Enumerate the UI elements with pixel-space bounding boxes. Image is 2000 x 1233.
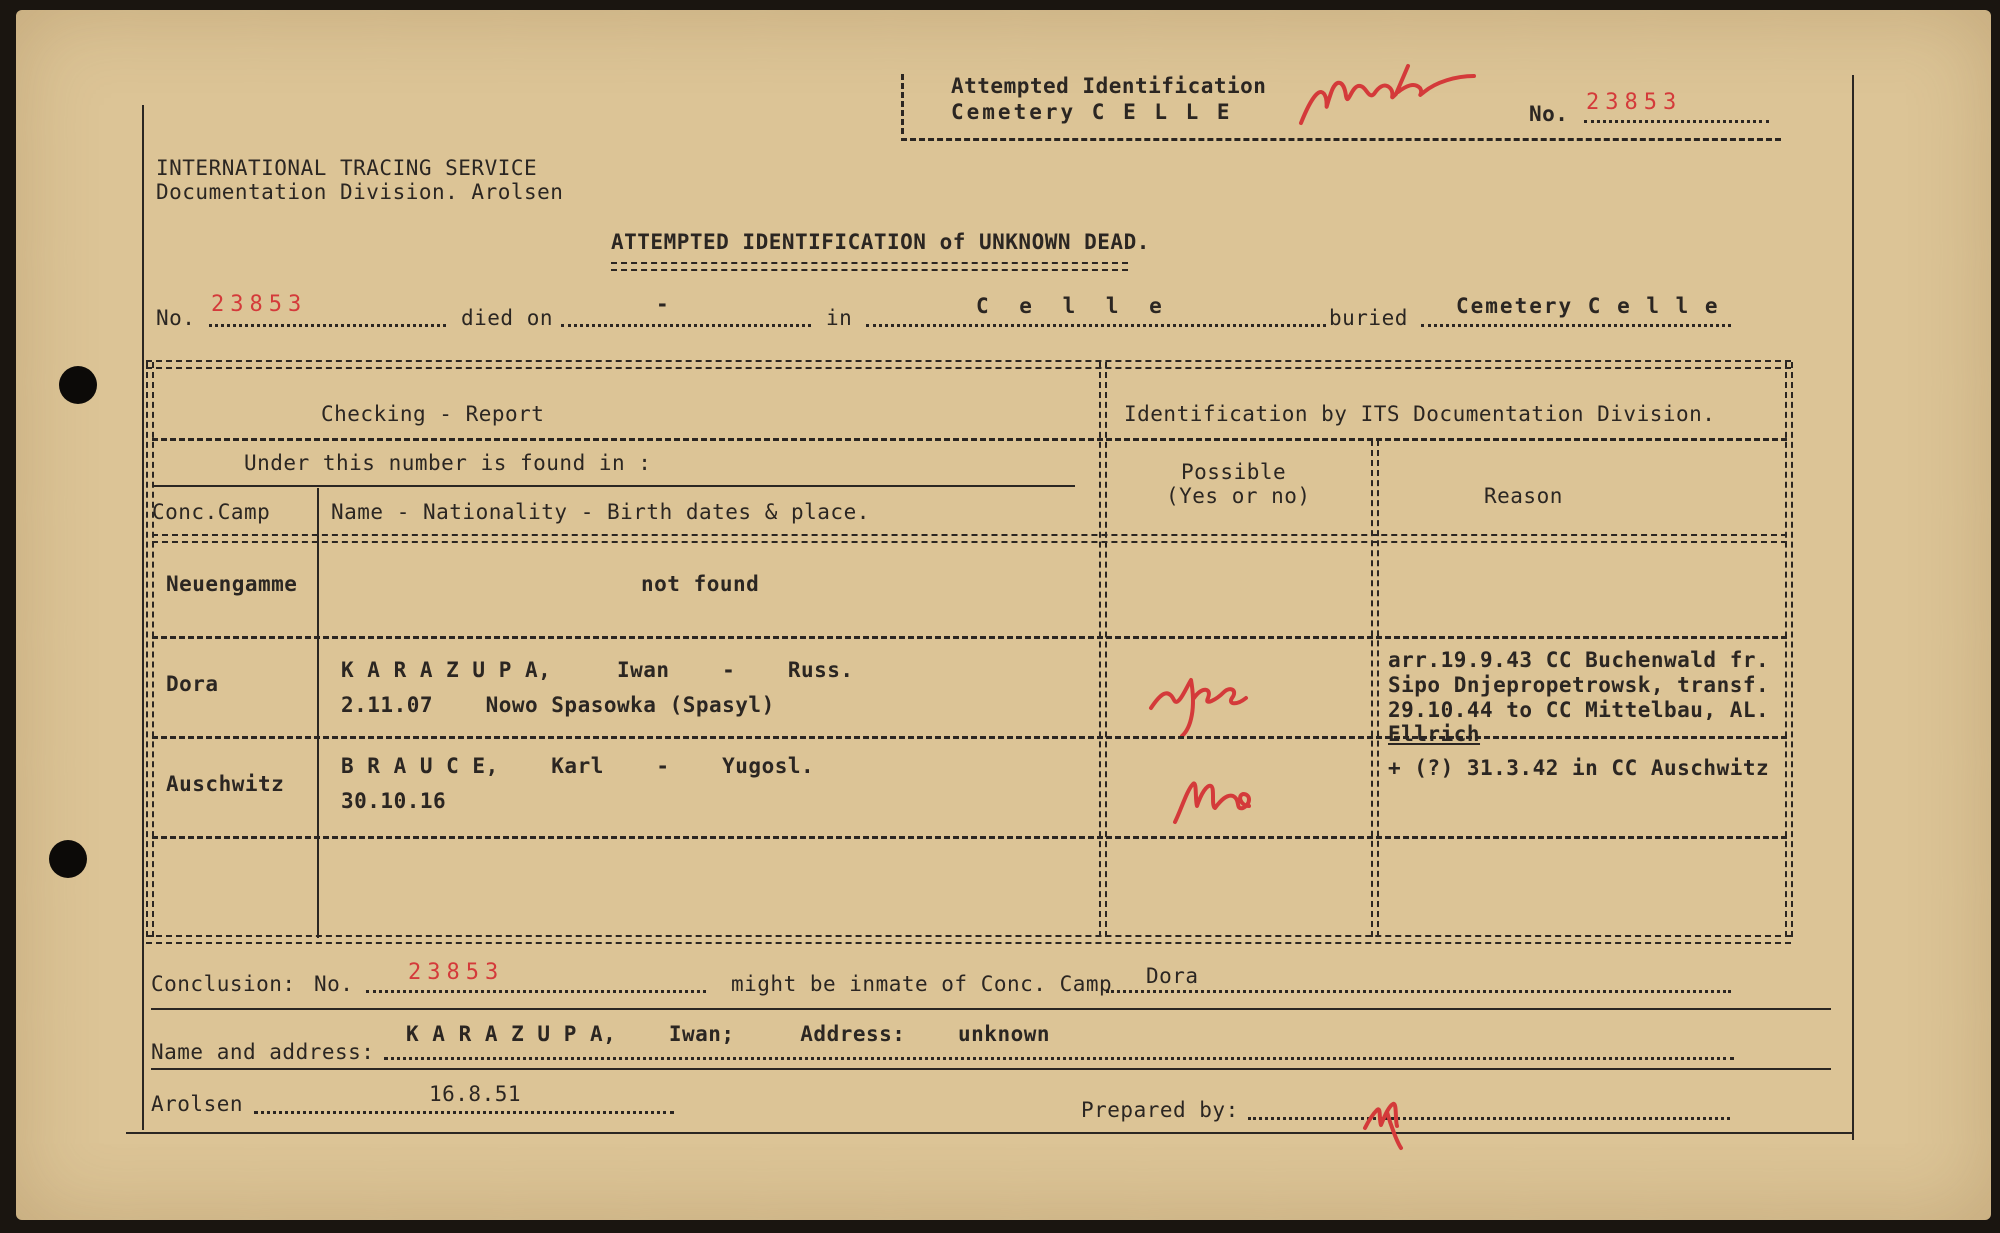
frame-left: [142, 105, 144, 1130]
header-no-label: No.: [1529, 102, 1569, 126]
header-divider: [152, 438, 1787, 441]
row2-name-line1: K A R A Z U P A, Iwan - Russ.: [341, 658, 854, 682]
in-value: C e l l e: [976, 294, 1171, 318]
table-top-rule: [146, 360, 1791, 369]
organization-line1: INTERNATIONAL TRACING SERVICE: [156, 156, 538, 180]
table-possible-rule: [1371, 440, 1379, 937]
row3-possible-no: [1171, 770, 1281, 830]
buried-value: Cemetery C e l l e: [1456, 294, 1720, 318]
name-address-dots: [384, 1057, 1734, 1060]
form-title-underline: [611, 262, 1128, 271]
in-label: in: [826, 306, 853, 330]
table-right-rule: [1785, 362, 1793, 937]
table-mid-rule: [1099, 362, 1107, 937]
conclusion-rule: [151, 1008, 1831, 1010]
conclusion-no-label: No.: [314, 972, 354, 996]
row3-camp: Auschwitz: [166, 772, 285, 796]
header-no-value: 23853: [1586, 90, 1683, 115]
header-body-rule: [152, 534, 1787, 543]
row2-reason-4: Ellrich: [1388, 722, 1481, 746]
died-on-value: -: [656, 292, 670, 316]
punch-hole-top: [59, 366, 97, 404]
found-in-label: Under this number is found in :: [244, 451, 652, 475]
buried-label: buried: [1329, 306, 1408, 330]
header-no-dots: [1584, 120, 1769, 123]
punch-hole-bottom: [49, 840, 87, 878]
record-no-value: 23853: [211, 292, 308, 317]
col-possible-header-2: (Yes or no): [1166, 484, 1311, 508]
table-bottom-rule: [146, 935, 1791, 944]
row2-name-line2: 2.11.07 Nowo Spasowka (Spasyl): [341, 693, 775, 717]
row2-reason-3: 29.10.44 to CC Mittelbau, AL.: [1388, 698, 1770, 722]
col-possible-header-1: Possible: [1181, 460, 1287, 484]
checking-report-header: Checking - Report: [321, 402, 545, 426]
footer-date-dots: [254, 1111, 674, 1114]
table-camp-rule: [317, 488, 319, 938]
attempted-identification-label: Attempted Identification: [951, 74, 1267, 98]
col-camp-header: Conc.Camp: [152, 500, 271, 524]
prepared-by-label: Prepared by:: [1081, 1098, 1239, 1122]
row3-divider: [152, 836, 1787, 839]
col-name-header: Name - Nationality - Birth dates & place.: [331, 500, 870, 524]
conclusion-camp-dots: [1106, 990, 1731, 993]
col-reason-header: Reason: [1484, 484, 1563, 508]
footer-date-value: 16.8.51: [429, 1082, 522, 1106]
row3-reason-1: + (?) 31.3.42 in CC Auschwitz: [1388, 756, 1770, 780]
record-no-label: No.: [156, 306, 196, 330]
row1-camp: Neuengamme: [166, 572, 298, 596]
frame-bottom: [126, 1132, 1854, 1134]
in-dots: [866, 324, 1326, 327]
table-left-rule: [146, 362, 154, 937]
row2-divider: [152, 736, 1787, 739]
name-address-value: K A R A Z U P A, Iwan; Address: unknown: [406, 1022, 1051, 1046]
organization-line2: Documentation Division. Arolsen: [156, 180, 564, 204]
header-box-left: [901, 74, 904, 134]
died-on-label: died on: [461, 306, 554, 330]
record-no-dots: [209, 324, 446, 327]
row1-name: not found: [641, 572, 760, 596]
conclusion-inmate-label: might be inmate of Conc. Camp: [731, 972, 1113, 996]
row3-name-line2: 30.10.16: [341, 789, 447, 813]
died-on-dots: [561, 324, 811, 327]
identification-header: Identification by ITS Documentation Division.: [1124, 402, 1716, 426]
row3-name-line1: B R A U C E, Karl - Yugosl.: [341, 754, 815, 778]
prepared-by-dots: [1248, 1117, 1730, 1120]
name-address-rule: [151, 1068, 1831, 1070]
footer-place-label: Arolsen: [151, 1092, 244, 1116]
frame-right: [1852, 75, 1854, 1140]
identification-card: [16, 10, 1991, 1220]
cemetery-line: Cemetery C E L L E: [951, 100, 1233, 124]
prepared-by-initial: [1361, 1080, 1431, 1150]
handwritten-made: [1296, 58, 1526, 128]
row1-divider: [152, 636, 1787, 639]
conclusion-camp-value: Dora: [1146, 964, 1199, 988]
buried-dots: [1421, 324, 1731, 327]
name-address-label: Name and address:: [151, 1040, 375, 1064]
header-box-bottom: [901, 138, 1781, 141]
conclusion-no-value: 23853: [408, 960, 505, 985]
form-title: ATTEMPTED IDENTIFICATION of UNKNOWN DEAD.: [611, 230, 1150, 254]
row2-reason-1: arr.19.9.43 CC Buchenwald fr.: [1388, 648, 1770, 672]
row2-camp: Dora: [166, 672, 219, 696]
row2-possible-yes: [1146, 658, 1266, 738]
found-in-underline: [152, 485, 1075, 487]
conclusion-label: Conclusion:: [151, 972, 296, 996]
row2-reason-2: Sipo Dnjepropetrowsk, transf.: [1388, 673, 1770, 697]
conclusion-no-dots: [366, 990, 706, 993]
